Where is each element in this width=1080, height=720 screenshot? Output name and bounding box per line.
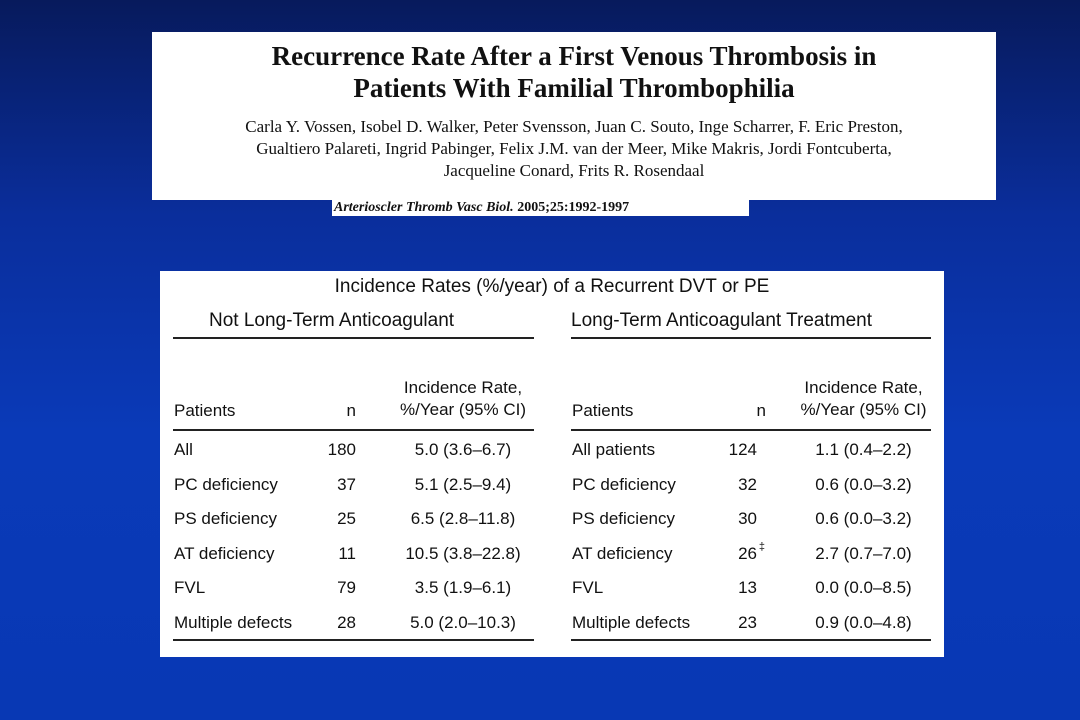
panel-heading: Not Long-Term Anticoagulant <box>209 310 455 331</box>
table-row <box>571 431 931 466</box>
paper-title <box>152 40 996 104</box>
table-row <box>173 535 534 570</box>
table-body <box>173 431 534 641</box>
cell-n: 26 <box>738 543 757 563</box>
cell-incidence-rate: 3.5 (1.9–6.1) <box>414 578 512 598</box>
cell-patients: PC deficiency <box>174 474 278 494</box>
cell-incidence-rate: 5.0 (2.0–10.3) <box>410 612 516 632</box>
table-row <box>571 535 931 570</box>
cell-n: 30 <box>738 509 757 529</box>
table-title: Incidence Rates (%/year) of a Recurrent DVT or PE <box>334 276 770 297</box>
col-incidence-rate <box>388 377 538 421</box>
cell-incidence-rate: 0.9 (0.0–4.8) <box>815 612 912 632</box>
cell-incidence-rate: 5.0 (3.6–6.7) <box>414 440 512 459</box>
journal-volume-pages: 2005;25:1992-1997 <box>513 200 630 215</box>
footnote-mark: ‡ <box>758 540 765 553</box>
authors-line-2: Gualtiero Palareti, Ingrid Pabinger, Felix J.M. van der Meer, Mike Makris, Jordi Fontcuberta, <box>256 139 892 158</box>
paper-title-line-2: Patients With Familial Thrombophilia <box>353 73 795 103</box>
cell-patients: AT deficiency <box>174 543 275 563</box>
table-row <box>173 604 534 639</box>
table-row <box>173 500 534 535</box>
authors-line-1: Carla Y. Vossen, Isobel D. Walker, Peter Svensson, Juan C. Souto, Inge Scharrer, F. Eric Preston, <box>245 117 903 136</box>
citation-box <box>152 32 996 200</box>
journal-reference <box>332 200 749 216</box>
cell-incidence-rate: 1.1 (0.4–2.2) <box>815 440 912 459</box>
table-row <box>571 604 931 639</box>
cell-patients: Multiple defects <box>572 612 691 632</box>
incidence-table <box>160 271 944 657</box>
table-row <box>173 569 534 604</box>
cell-patients: PC deficiency <box>572 474 676 494</box>
cell-n: 28 <box>337 612 356 632</box>
col-patients: Patients <box>174 401 236 420</box>
col-incidence-rate <box>791 377 936 421</box>
cell-patients: PS deficiency <box>572 509 675 529</box>
col-rate-line-2: %/Year (95% CI) <box>800 400 927 419</box>
table-row <box>173 431 534 466</box>
table-row <box>571 569 931 604</box>
col-rate-line-1: Incidence Rate, <box>804 378 923 397</box>
panel-long-term-anticoagulant <box>571 307 931 641</box>
cell-patients: All <box>174 440 193 459</box>
cell-patients: All patients <box>572 440 656 459</box>
table-row <box>571 500 931 535</box>
cell-n: 32 <box>738 474 757 494</box>
col-rate-line-1: Incidence Rate, <box>403 378 523 397</box>
cell-incidence-rate: 0.0 (0.0–8.5) <box>815 578 912 598</box>
cell-incidence-rate: 2.7 (0.7–7.0) <box>815 543 912 563</box>
author-list <box>152 116 996 182</box>
col-n: n <box>346 401 356 420</box>
cell-incidence-rate: 6.5 (2.8–11.8) <box>410 509 516 529</box>
table-row <box>571 466 931 501</box>
cell-patients: FVL <box>174 578 206 598</box>
cell-n: 11 <box>338 543 356 563</box>
table-row <box>173 466 534 501</box>
panel-heading: Long-Term Anticoagulant Treatment <box>571 310 873 331</box>
paper-title-line-1: Recurrence Rate After a First Venous Thrombosis in <box>271 41 877 71</box>
cell-incidence-rate: 0.6 (0.0–3.2) <box>815 509 912 529</box>
cell-n: 79 <box>337 578 356 598</box>
cell-incidence-rate: 0.6 (0.0–3.2) <box>815 474 912 494</box>
cell-n: 180 <box>327 440 356 459</box>
cell-n: 13 <box>738 578 757 598</box>
journal-name: Arterioscler Thromb Vasc Biol. <box>334 200 514 215</box>
column-header <box>173 339 534 431</box>
column-header <box>571 339 931 431</box>
cell-patients: Multiple defects <box>174 612 293 632</box>
cell-n: 124 <box>728 440 757 459</box>
table-body <box>571 431 931 641</box>
panel-no-anticoagulant <box>173 307 534 641</box>
cell-patients: AT deficiency <box>572 543 673 563</box>
cell-incidence-rate: 5.1 (2.5–9.4) <box>414 474 512 494</box>
cell-patients: FVL <box>572 578 604 598</box>
cell-n: 23 <box>738 612 757 632</box>
col-rate-line-2: %/Year (95% CI) <box>400 400 526 419</box>
cell-n: 25 <box>337 509 356 529</box>
authors-line-3: Jacqueline Conard, Frits R. Rosendaal <box>443 161 705 180</box>
col-n: n <box>756 401 766 420</box>
cell-patients: PS deficiency <box>174 509 277 529</box>
cell-incidence-rate: 10.5 (3.8–22.8) <box>405 543 521 563</box>
col-patients: Patients <box>572 401 634 420</box>
cell-n: 37 <box>337 474 356 494</box>
